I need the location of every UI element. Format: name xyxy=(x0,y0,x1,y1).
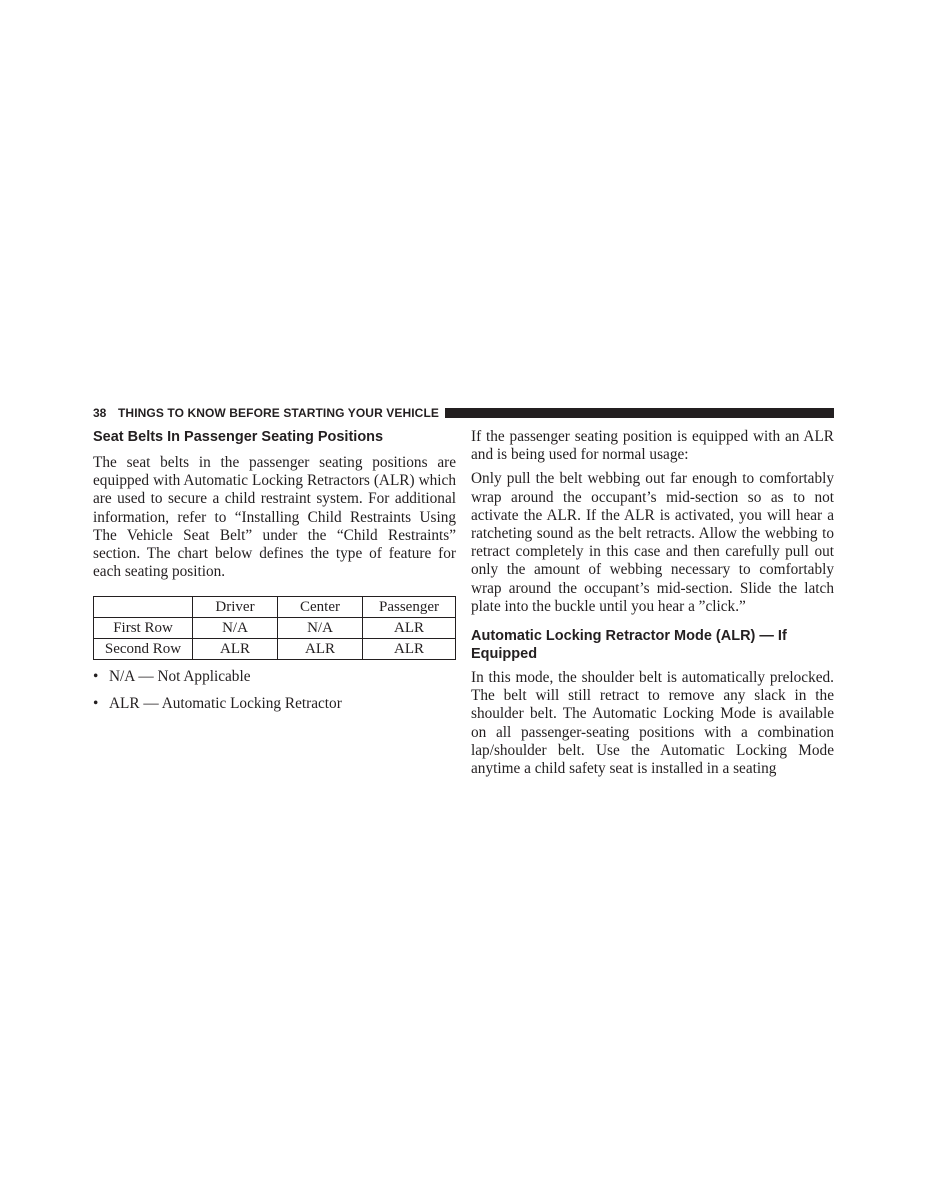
page-number: 38 xyxy=(93,406,107,420)
section-heading: Automatic Locking Retractor Mode (ALR) — If Equipped xyxy=(471,628,787,663)
paragraph: In this mode, the shoulder belt is automatically prelocked. The belt will still retract to remove any slack in the shoulder belt. The Automatic Locking Mode is available on all passenger-seating positions with a combination lap/shoulder belt. Use the Automatic Locking Mode anytime a child safety seat is installed in a seating xyxy=(471,669,834,778)
list-item xyxy=(93,695,456,713)
section-heading: Seat Belts In Passenger Seating Positions xyxy=(93,429,384,445)
seating-position-table xyxy=(93,596,456,660)
list-item-text: ALR — Automatic Locking Retractor xyxy=(109,695,342,713)
left-column xyxy=(93,428,456,722)
table-cell: Second Row xyxy=(94,639,193,660)
table-cell: ALR xyxy=(363,618,456,639)
table-cell: ALR xyxy=(278,639,363,660)
table-header-cell: Passenger xyxy=(363,597,456,618)
table-cell: ALR xyxy=(193,639,278,660)
paragraph: If the passenger seating position is equipped with an ALR and is being used for normal usage: xyxy=(471,428,834,464)
table-header-cell xyxy=(94,597,193,618)
page-header xyxy=(93,405,834,421)
intro-paragraph: The seat belts in the passenger seating positions are equipped with Automatic Locking Retractors (ALR) which are used to secure a child restraint system. For additional information, refer to “Installing Child Restraints Using The Vehicle Seat Belt” under the “Child Restraints” section. The chart below defines the type of feature for each seating position. xyxy=(93,454,456,581)
table-row xyxy=(94,618,456,639)
table-cell: N/A xyxy=(193,618,278,639)
table-cell: ALR xyxy=(363,639,456,660)
right-column xyxy=(471,428,834,778)
header-rule xyxy=(445,408,834,418)
list-item xyxy=(93,668,456,686)
list-item-text: N/A — Not Applicable xyxy=(109,668,251,686)
bullet-icon: • xyxy=(93,695,99,713)
table-header-row xyxy=(94,597,456,618)
table-row xyxy=(94,639,456,660)
table-header-cell: Driver xyxy=(193,597,278,618)
legend-list xyxy=(93,668,456,713)
table-header-cell: Center xyxy=(278,597,363,618)
table-cell: N/A xyxy=(278,618,363,639)
running-title: THINGS TO KNOW BEFORE STARTING YOUR VEHICLE xyxy=(118,406,439,420)
table-cell: First Row xyxy=(94,618,193,639)
bullet-icon: • xyxy=(93,668,99,686)
paragraph: Only pull the belt webbing out far enough to comfortably wrap around the occupant’s mid-section so as to not activate the ALR. If the ALR is activated, you will hear a ratcheting sound as the belt retracts. Allow the webbing to retract completely in this case and then carefully pull out only the amount of webbing necessary to comfortably wrap around the occupant’s mid-section. Slide the latch plate into the buckle until you hear a ”click.” xyxy=(471,470,834,615)
